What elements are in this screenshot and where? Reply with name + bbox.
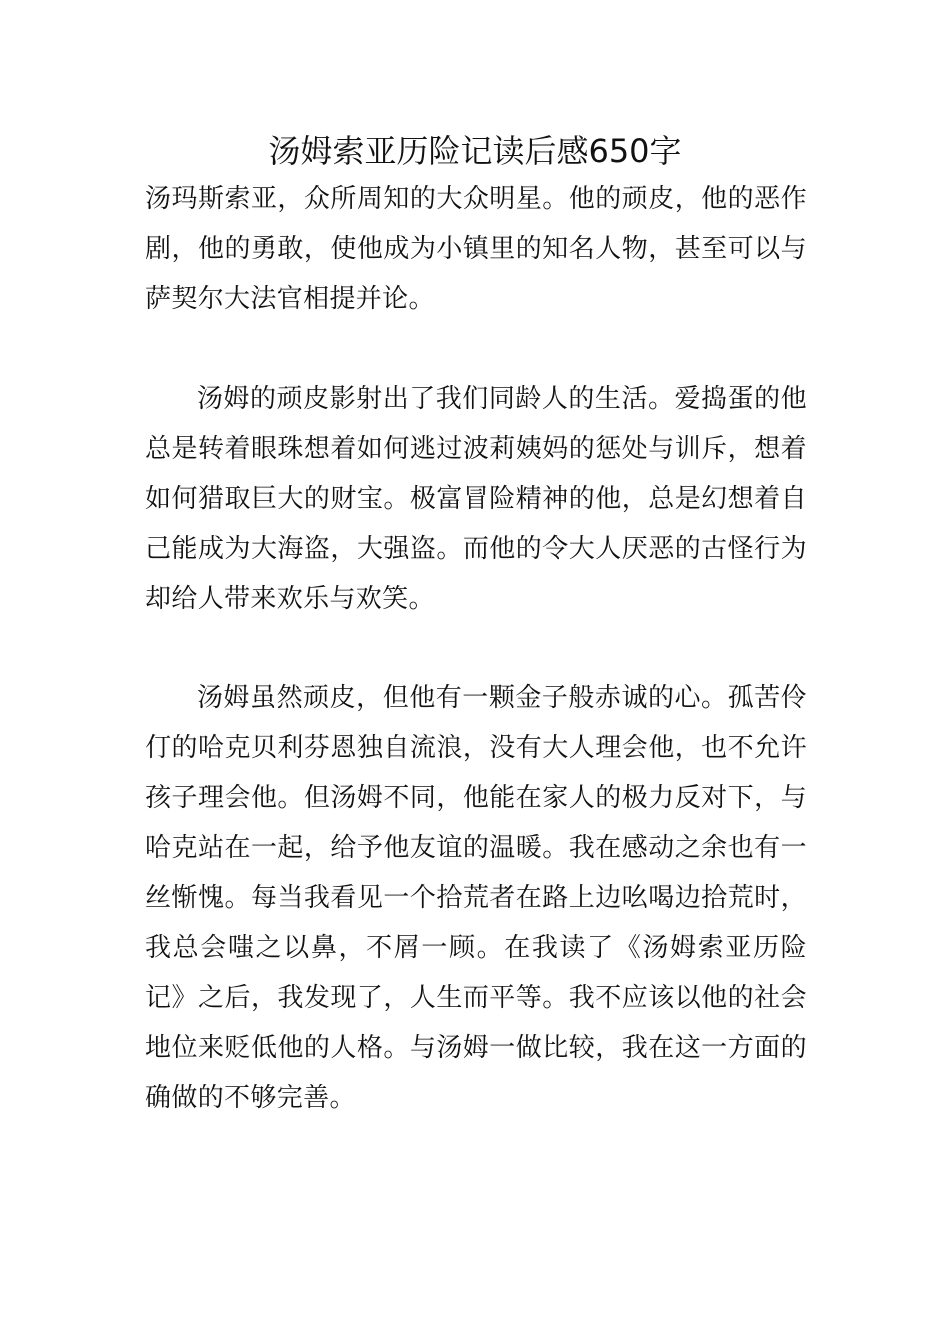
paragraph-golden-heart: 汤姆虽然顽皮，但他有一颗金子般赤诚的心。孤苦伶仃的哈克贝利芬恩独自流浪，没有大人理会他，也不允许孩子理会他。但汤姆不同，他能在家人的极力反对下，与哈克站在一起，给予他友谊的温暖。我在感动之余也有一丝惭愧。每当我看见一个拾荒者在路上边吆喝边拾荒时，我总会嗤之以鼻，不屑一顾。在我读了《汤姆索亚历险记》之后，我发现了，人生而平等。我不应该以他的社会地位来贬低他的人格。与汤姆一做比较，我在这一方面的确做的不够完善。 [145, 683, 807, 1113]
document-title: 汤姆索亚历险记读后感650字 [268, 132, 682, 170]
paragraph-mischief: 汤姆的顽皮影射出了我们同龄人的生活。爱捣蛋的他总是转着眼珠想着如何逃过波莉姨妈的惩处与训斥，想着如何猎取巨大的财宝。极富冒险精神的他，总是幻想着自己能成为大海盗，大强盗。而他的令大人厌恶的古怪行为却给人带来欢乐与欢笑。 [145, 384, 807, 614]
paragraph-intro: 汤玛斯索亚，众所周知的大众明星。他的顽皮，他的恶作剧，他的勇敢，使他成为小镇里的知名人物，甚至可以与萨契尔大法官相提并论。 [145, 184, 807, 314]
